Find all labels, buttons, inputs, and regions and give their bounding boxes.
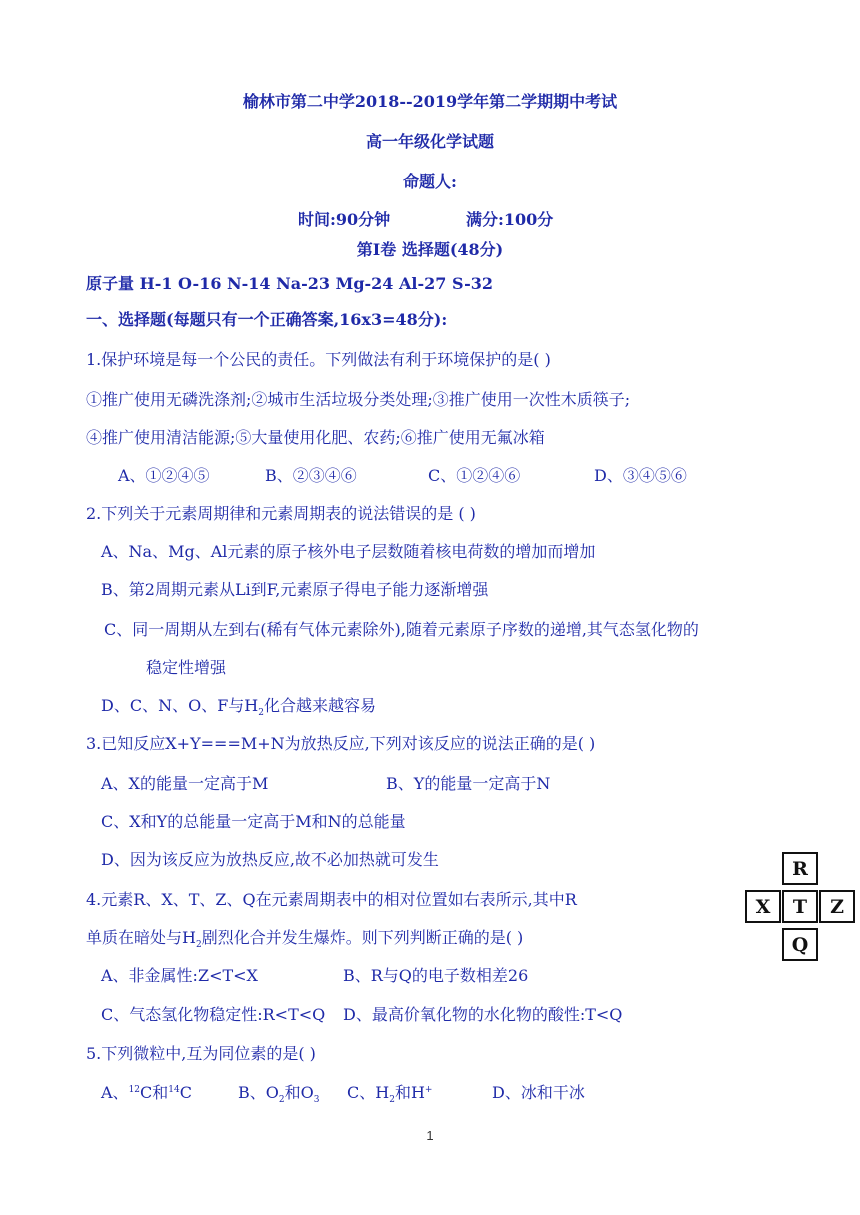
q5-c-label: C、H xyxy=(347,1083,390,1102)
q2-d-text: D、C、N、O、F与H xyxy=(101,696,259,715)
q4-option-c: C、气态氢化物稳定性:R<T<Q xyxy=(101,1005,326,1024)
exam-subtitle: 高一年级化学试题 xyxy=(365,132,494,151)
q2-d-sub: 2 xyxy=(258,708,264,718)
q2-option-d xyxy=(101,696,376,716)
q5-option-b xyxy=(238,1083,319,1103)
q4-line2 xyxy=(86,928,523,948)
cell-t: T xyxy=(782,890,818,923)
q5-a-sup2: 14 xyxy=(168,1085,180,1095)
q4-line2-text: 单质在暗处与H xyxy=(86,928,196,947)
q3-option-a: A、X的能量一定高于M xyxy=(101,774,269,793)
q5-b-sub2: 3 xyxy=(313,1095,320,1105)
part-heading: 一、选择题(每题只有一个正确答案,16x3=48分): xyxy=(86,310,448,329)
q5-option-c xyxy=(347,1083,432,1103)
q5-a-sup1: 12 xyxy=(128,1085,141,1095)
q4-option-d: D、最高价氧化物的水化物的酸性:T<Q xyxy=(343,1005,623,1024)
cell-z: Z xyxy=(819,890,855,923)
q5-b-mid: 和O xyxy=(284,1083,314,1102)
q5-c-mid: 和H xyxy=(394,1083,425,1102)
q1-option-d: D、③④⑤⑥ xyxy=(594,466,687,485)
q3-stem: 3.已知反应X+Y===M+N为放热反应,下列对该反应的说法正确的是( ) xyxy=(86,734,596,753)
q4-line2-text-post: 剧烈化合并发生爆炸。则下列判断正确的是( ) xyxy=(201,928,524,947)
exam-author: 命题人: xyxy=(403,172,457,191)
q2-option-a: A、Na、Mg、Al元素的原子核外电子层数随着核电荷数的增加而增加 xyxy=(101,542,596,561)
q5-b-sub1: 2 xyxy=(278,1095,285,1105)
q5-c-sub: 2 xyxy=(389,1095,395,1105)
page-number: 1 xyxy=(426,1128,434,1143)
exam-time: 时间:90分钟 xyxy=(298,210,391,229)
q2-option-b: B、第2周期元素从Li到F,元素原子得电子能力逐渐增强 xyxy=(101,580,489,599)
q5-option-d: D、冰和干冰 xyxy=(492,1083,585,1102)
cell-x: X xyxy=(745,890,781,923)
q3-option-d: D、因为该反应为放热反应,故不必加热就可发生 xyxy=(101,850,439,869)
q4-stem: 4.元素R、X、T、Z、Q在元素周期表中的相对位置如右表所示,其中R xyxy=(86,890,577,909)
atomic-mass-line: 原子量 H-1 O-16 N-14 Na-23 Mg-24 Al-27 S-32 xyxy=(86,274,493,293)
q5-stem: 5.下列微粒中,互为同位素的是( ) xyxy=(86,1044,316,1063)
q2-option-c: C、同一周期从左到右(稀有气体元素除外),随着元素原子序数的递增,其气态氢化物的 xyxy=(104,620,699,639)
cell-q: Q xyxy=(782,928,818,961)
q1-option-b: B、②③④⑥ xyxy=(265,466,357,485)
q2-stem: 2.下列关于元素周期律和元素周期表的说法错误的是 ( ) xyxy=(86,504,476,523)
section-heading: 第Ⅰ卷 选择题(48分) xyxy=(356,240,504,259)
q1-option-c: C、①②④⑥ xyxy=(428,466,521,485)
q2-option-c-cont: 稳定性增强 xyxy=(146,658,227,677)
q1-stem: 1.保护环境是每一个公民的责任。下列做法有利于环境保护的是( ) xyxy=(86,350,551,369)
cell-r: R xyxy=(782,852,818,885)
q5-b-label: B、O xyxy=(238,1083,279,1102)
q4-option-b: B、R与Q的电子数相差26 xyxy=(343,966,529,985)
q5-a-post: C xyxy=(179,1083,192,1102)
q5-c-sup: + xyxy=(424,1085,433,1095)
q2-d-text-post: 化合越来越容易 xyxy=(263,696,376,715)
q5-option-a xyxy=(101,1083,192,1103)
exam-title: 榆林市第二中学2018--2019学年第二学期期中考试 xyxy=(242,92,618,111)
q1-line3: ④推广使用清洁能源;⑤大量使用化肥、农药;⑥推广使用无氟冰箱 xyxy=(86,428,545,447)
q5-a-label: A、 xyxy=(101,1083,129,1102)
q3-option-b: B、Y的能量一定高于N xyxy=(386,774,551,793)
q4-option-a: A、非金属性:Z<T<X xyxy=(101,966,258,985)
q4-line2-sub: 2 xyxy=(195,940,202,950)
q3-option-c: C、X和Y的总能量一定高于M和N的总能量 xyxy=(101,812,406,831)
q1-option-a: A、①②④⑤ xyxy=(118,466,210,485)
q5-a-mid: C和 xyxy=(140,1083,169,1102)
q1-line2: ①推广使用无磷洗涤剂;②城市生活垃圾分类处理;③推广使用一次性木质筷子; xyxy=(86,390,631,409)
exam-score: 满分:100分 xyxy=(466,210,554,229)
